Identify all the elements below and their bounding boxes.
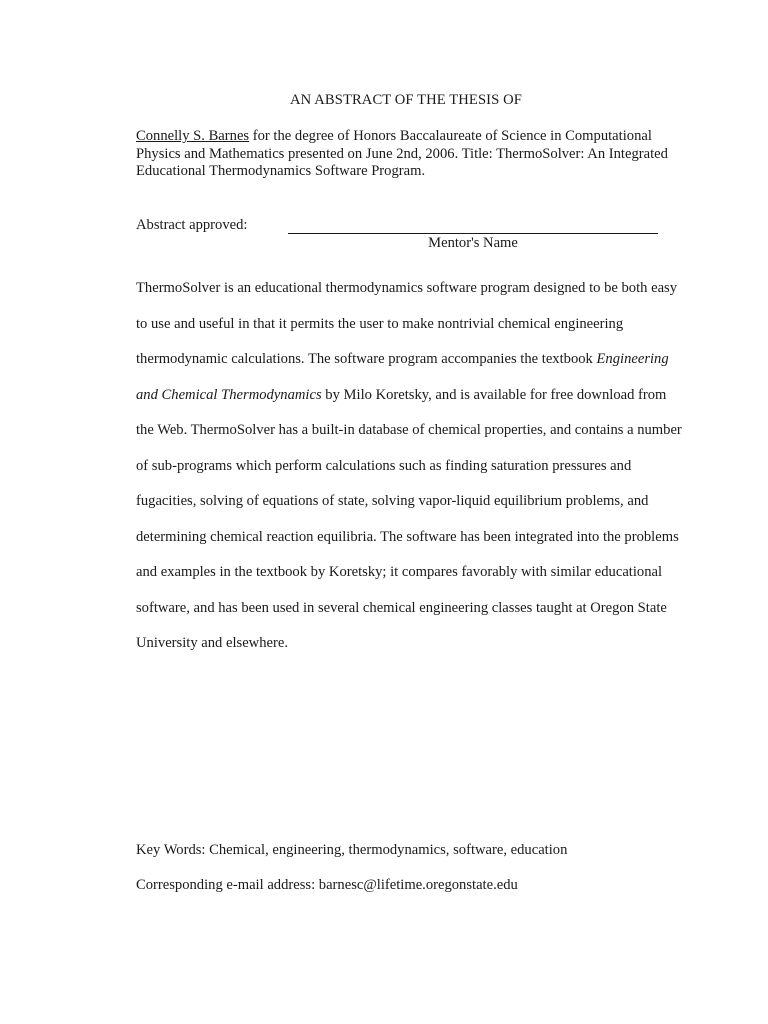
document-title: AN ABSTRACT OF THE THESIS OF [290, 92, 522, 108]
abstract-text-part1: ThermoSolver is an educational thermodynamics software program designed to be both easy to use and useful in that it permits the user to make nontrivial chemical engineering thermodynamic calculations. The software program accompanies the textbook [136, 280, 678, 367]
author-name: Connelly S. Barnes [136, 128, 250, 144]
email-line: Corresponding e-mail address: barnesc@lifetime.oregonstate.edu [136, 877, 518, 893]
abstract-approved-label: Abstract approved: [136, 217, 248, 233]
keywords-line: Key Words: Chemical, engineering, thermodynamics, software, education [136, 842, 568, 858]
abstract-body [136, 271, 686, 662]
intro-paragraph [136, 128, 681, 181]
mentor-name-label: Mentor's Name [428, 235, 518, 251]
abstract-text-part2: by Milo Koretsky, and is available for free download from the Web. ThermoSolver has a built-in database of chemical properties, and contains a number of sub-programs which perform calculations such as finding saturation pressures and fugacities, solving of equations of state, solving vapor-liquid equilibrium problems, and determining chemical reaction equilibria. The software has been integrated into the problems and examples in the textbook by Koretsky; it compares favorably with similar educational software, and has been used in several chemical engineering classes taught at Oregon State University and elsewhere. [136, 386, 682, 651]
signature-line [288, 233, 658, 234]
intro-text: for the degree of Honors Baccalaureate of Science in Computational Physics and Mathematics presented on June 2nd, 2006. Title: ThermoSolver: An Integrated Educational Thermodynamics Software Program. [136, 128, 668, 179]
book-title: Engineering and Chemical Thermodynamics [136, 351, 669, 403]
